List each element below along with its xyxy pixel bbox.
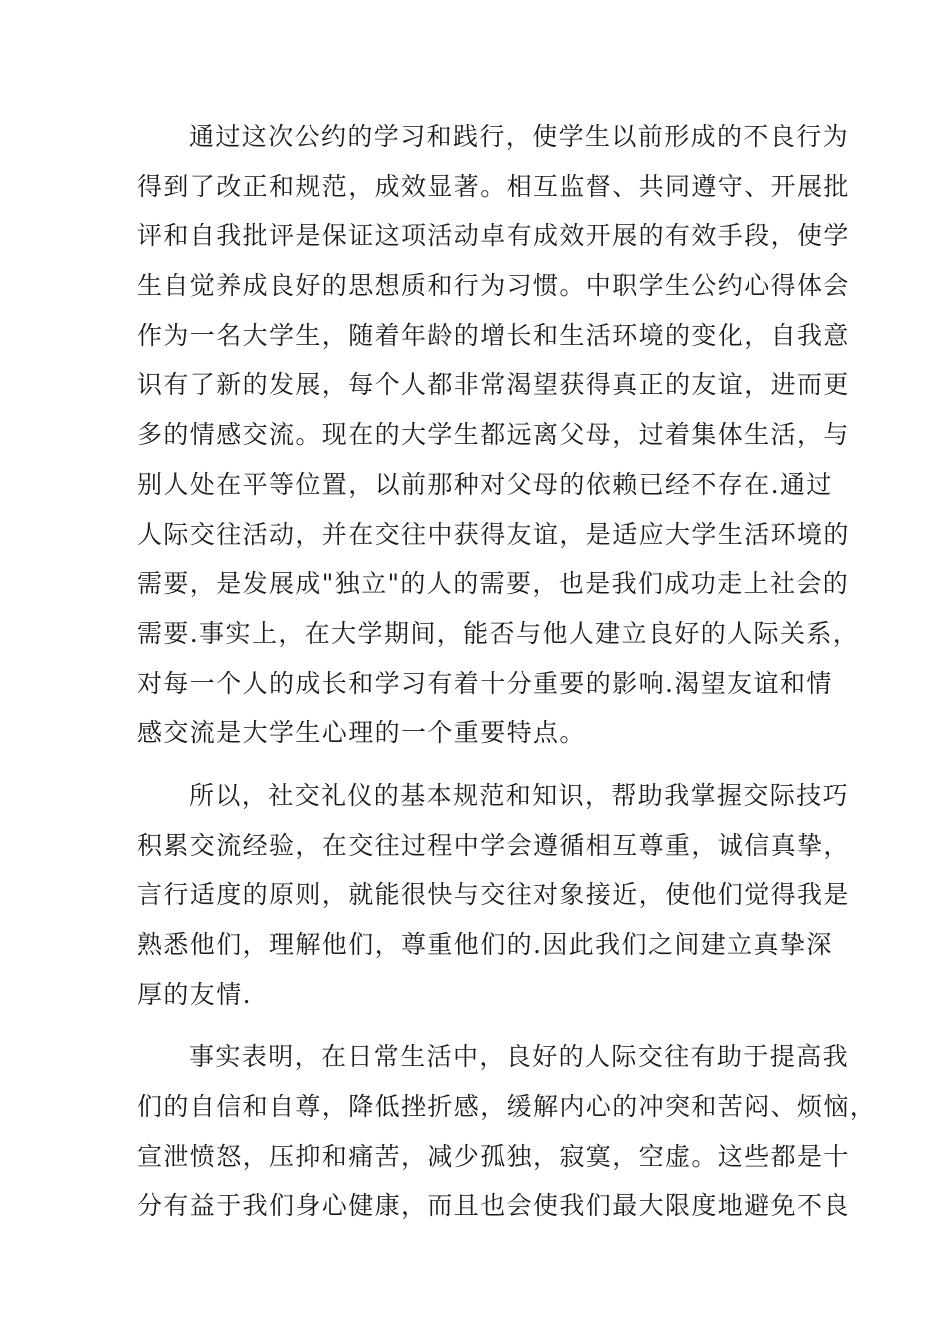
text-line: 所以，社交礼仪的基本规范和知识，帮助我掌握交际技巧 [189, 780, 850, 810]
paragraph-spacing [137, 1019, 837, 1032]
text-line: 人际交往活动，并在交往中获得友谊，是适应大学生活环境的 [137, 519, 850, 549]
text-line: 言行适度的原则，就能很快与交往对象接近，使他们觉得我是 [137, 880, 850, 910]
text-line: 作为一名大学生，随着年龄的增长和生活环境的变化，自我意 [137, 320, 850, 350]
text-line: 多的情感交流。现在的大学生都远离父母，过着集体生活，与 [137, 420, 850, 450]
text-line: 分有益于我们身心健康，而且也会使我们最大限度地避免不良 [137, 1191, 850, 1221]
text-line: 厚的友情. [137, 979, 252, 1009]
text-line: 需要，是发展成"独立"的人的需要，也是我们成功走上社会的 [137, 569, 850, 599]
text-line: 熟悉他们，理解他们，尊重他们的.因此我们之间建立真挚深 [137, 930, 833, 959]
text-line: 宣泄愤怒，压抑和痛苦，减少孤独，寂寞，空虚。这些都是十 [137, 1141, 850, 1171]
text-line: 别人处在平等位置，以前那种对父母的依赖已经不存在.通过 [137, 469, 833, 499]
paragraph-3 [137, 1032, 877, 1231]
document-body [137, 112, 877, 1231]
paragraph-spacing [137, 758, 837, 771]
text-line: 生自觉养成良好的思想质和行为习惯。中职学生公约心得体会 [137, 271, 850, 301]
text-line: 事实表明，在日常生活中，良好的人际交往有助于提高我 [189, 1042, 850, 1072]
text-line: 通过这次公约的学习和践行，使学生以前形成的不良行为 [189, 122, 850, 151]
text-line: 评和自我批评是保证这项活动卓有成效开展的有效手段，使学 [137, 221, 850, 251]
paragraph-1 [137, 112, 860, 758]
text-line: 需要.事实上，在大学期间，能否与他人建立良好的人际关系， [137, 618, 860, 648]
text-line: 积累交流经验，在交往过程中学会遵循相互尊重，诚信真挚， [137, 830, 850, 860]
text-line: 们的自信和自尊，降低挫折感，缓解内心的冲突和苦闷、烦恼， [137, 1092, 877, 1122]
text-line: 感交流是大学生心理的一个重要特点。 [137, 718, 586, 748]
paragraph-2 [137, 771, 850, 1019]
text-line: 得到了改正和规范，成效显著。相互监督、共同遵守、开展批 [137, 171, 850, 201]
text-line: 对每一个人的成长和学习有着十分重要的影响.渴望友谊和情 [137, 668, 833, 698]
text-line: 识有了新的发展，每个人都非常渴望获得真正的友谊，进而更 [137, 370, 850, 400]
